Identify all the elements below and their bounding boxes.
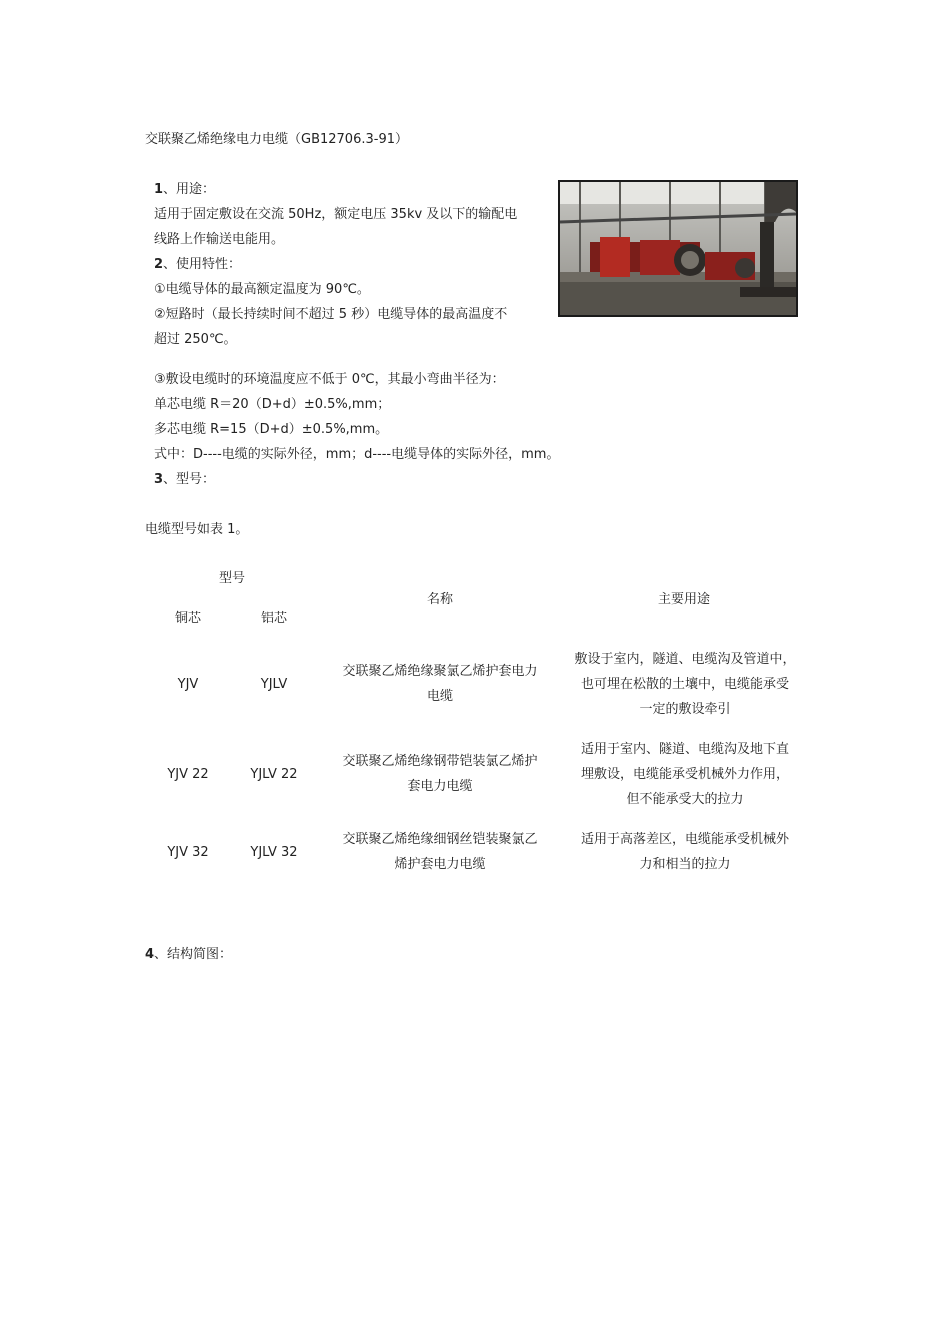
header-use: 主要用途: [657, 592, 710, 607]
section-2-title: 、使用特性：: [163, 257, 242, 272]
cell-use: [560, 737, 810, 812]
property-item-1: ①电缆导体的最高额定温度为 90℃。: [154, 282, 370, 297]
cell-aluminum: YJLV: [260, 677, 288, 692]
cell-name: [320, 827, 560, 877]
section-4-heading: [145, 946, 232, 964]
property-item-2b: 超过 250℃。: [154, 332, 237, 347]
cell-name-line: 电缆: [426, 689, 453, 704]
section-1-heading: [154, 181, 215, 199]
section-3-heading: [154, 471, 215, 489]
usage-line-1: 适用于固定敷设在交流 50Hz，额定电压 35kv 及以下的输配电: [154, 207, 518, 222]
cell-use: [560, 647, 810, 722]
cell-name-line: 交联聚乙烯绝缘聚氯乙烯护套电力: [342, 664, 538, 679]
header-name: 名称: [426, 592, 453, 607]
cell-name-line: 交联聚乙烯绝缘细钢丝铠装聚氯乙: [342, 832, 538, 847]
cell-aluminum: YJLV 32: [250, 845, 298, 860]
cell-use-line: 但不能承受大的拉力: [626, 792, 744, 807]
formula-note: 式中：D----电缆的实际外径，mm；d----电缆导体的实际外径，mm。: [154, 447, 560, 462]
cell-aluminum: YJLV 22: [250, 767, 298, 782]
cell-use-line: 也可埋在松散的土壤中，电缆能承受: [580, 677, 789, 692]
header-aluminum: 铝芯: [260, 611, 287, 626]
cell-use-line: 适用于高落差区，电缆能承受机械外: [580, 832, 789, 847]
factory-photo: [558, 180, 798, 317]
cell-copper: YJV 22: [167, 767, 209, 782]
cell-copper: YJV 32: [167, 845, 209, 860]
section-1-number: 1: [154, 182, 164, 197]
section-1-title: 、用途：: [163, 182, 216, 197]
cell-use-line: 一定的敷设牵引: [639, 702, 731, 717]
cell-use: [560, 827, 810, 877]
cell-use-line: 适用于室内、隧道、电缆沟及地下直: [580, 742, 789, 757]
section-4-title: 、结构简图：: [154, 947, 233, 962]
section-4-number: 4: [145, 947, 155, 962]
cell-name: [320, 659, 560, 709]
cell-use-line: 埋敷设，电缆能承受机械外力作用，: [580, 767, 789, 782]
cell-use-line: 力和相当的拉力: [639, 857, 731, 872]
formula-single-core: 单芯电缆 R＝20（D+d）±0.5%,mm；: [154, 397, 391, 412]
property-item-2a: ②短路时（最长持续时间不超过 5 秒）电缆导体的最高温度不: [154, 307, 508, 322]
cell-name-line: 烯护套电力电缆: [394, 857, 486, 872]
header-copper: 铜芯: [174, 611, 201, 626]
factory-photo-icon: [560, 182, 796, 315]
section-3-title: 、型号：: [163, 472, 216, 487]
header-model: 型号: [218, 571, 245, 586]
usage-line-2: 线路上作输送电能用。: [154, 232, 285, 247]
cell-copper: YJV: [177, 677, 199, 692]
formula-multi-core: 多芯电缆 R=15（D+d）±0.5%,mm。: [154, 422, 389, 437]
document-title: 交联聚乙烯绝缘电力电缆（GB12706.3-91）: [145, 132, 408, 147]
cell-name: [320, 749, 560, 799]
table-intro: 电缆型号如表 1。: [145, 522, 249, 537]
cell-name-line: 套电力电缆: [407, 779, 473, 794]
section-2-number: 2: [154, 257, 164, 272]
section-2-heading: [154, 256, 241, 274]
cell-name-line: 交联聚乙烯绝缘钢带铠装氯乙烯护: [342, 754, 538, 769]
cell-use-line: 敷设于室内，隧道、电缆沟及管道中，: [574, 652, 796, 667]
property-item-3: ③敷设电缆时的环境温度应不低于 0℃，其最小弯曲半径为：: [154, 372, 505, 387]
section-3-number: 3: [154, 472, 164, 487]
